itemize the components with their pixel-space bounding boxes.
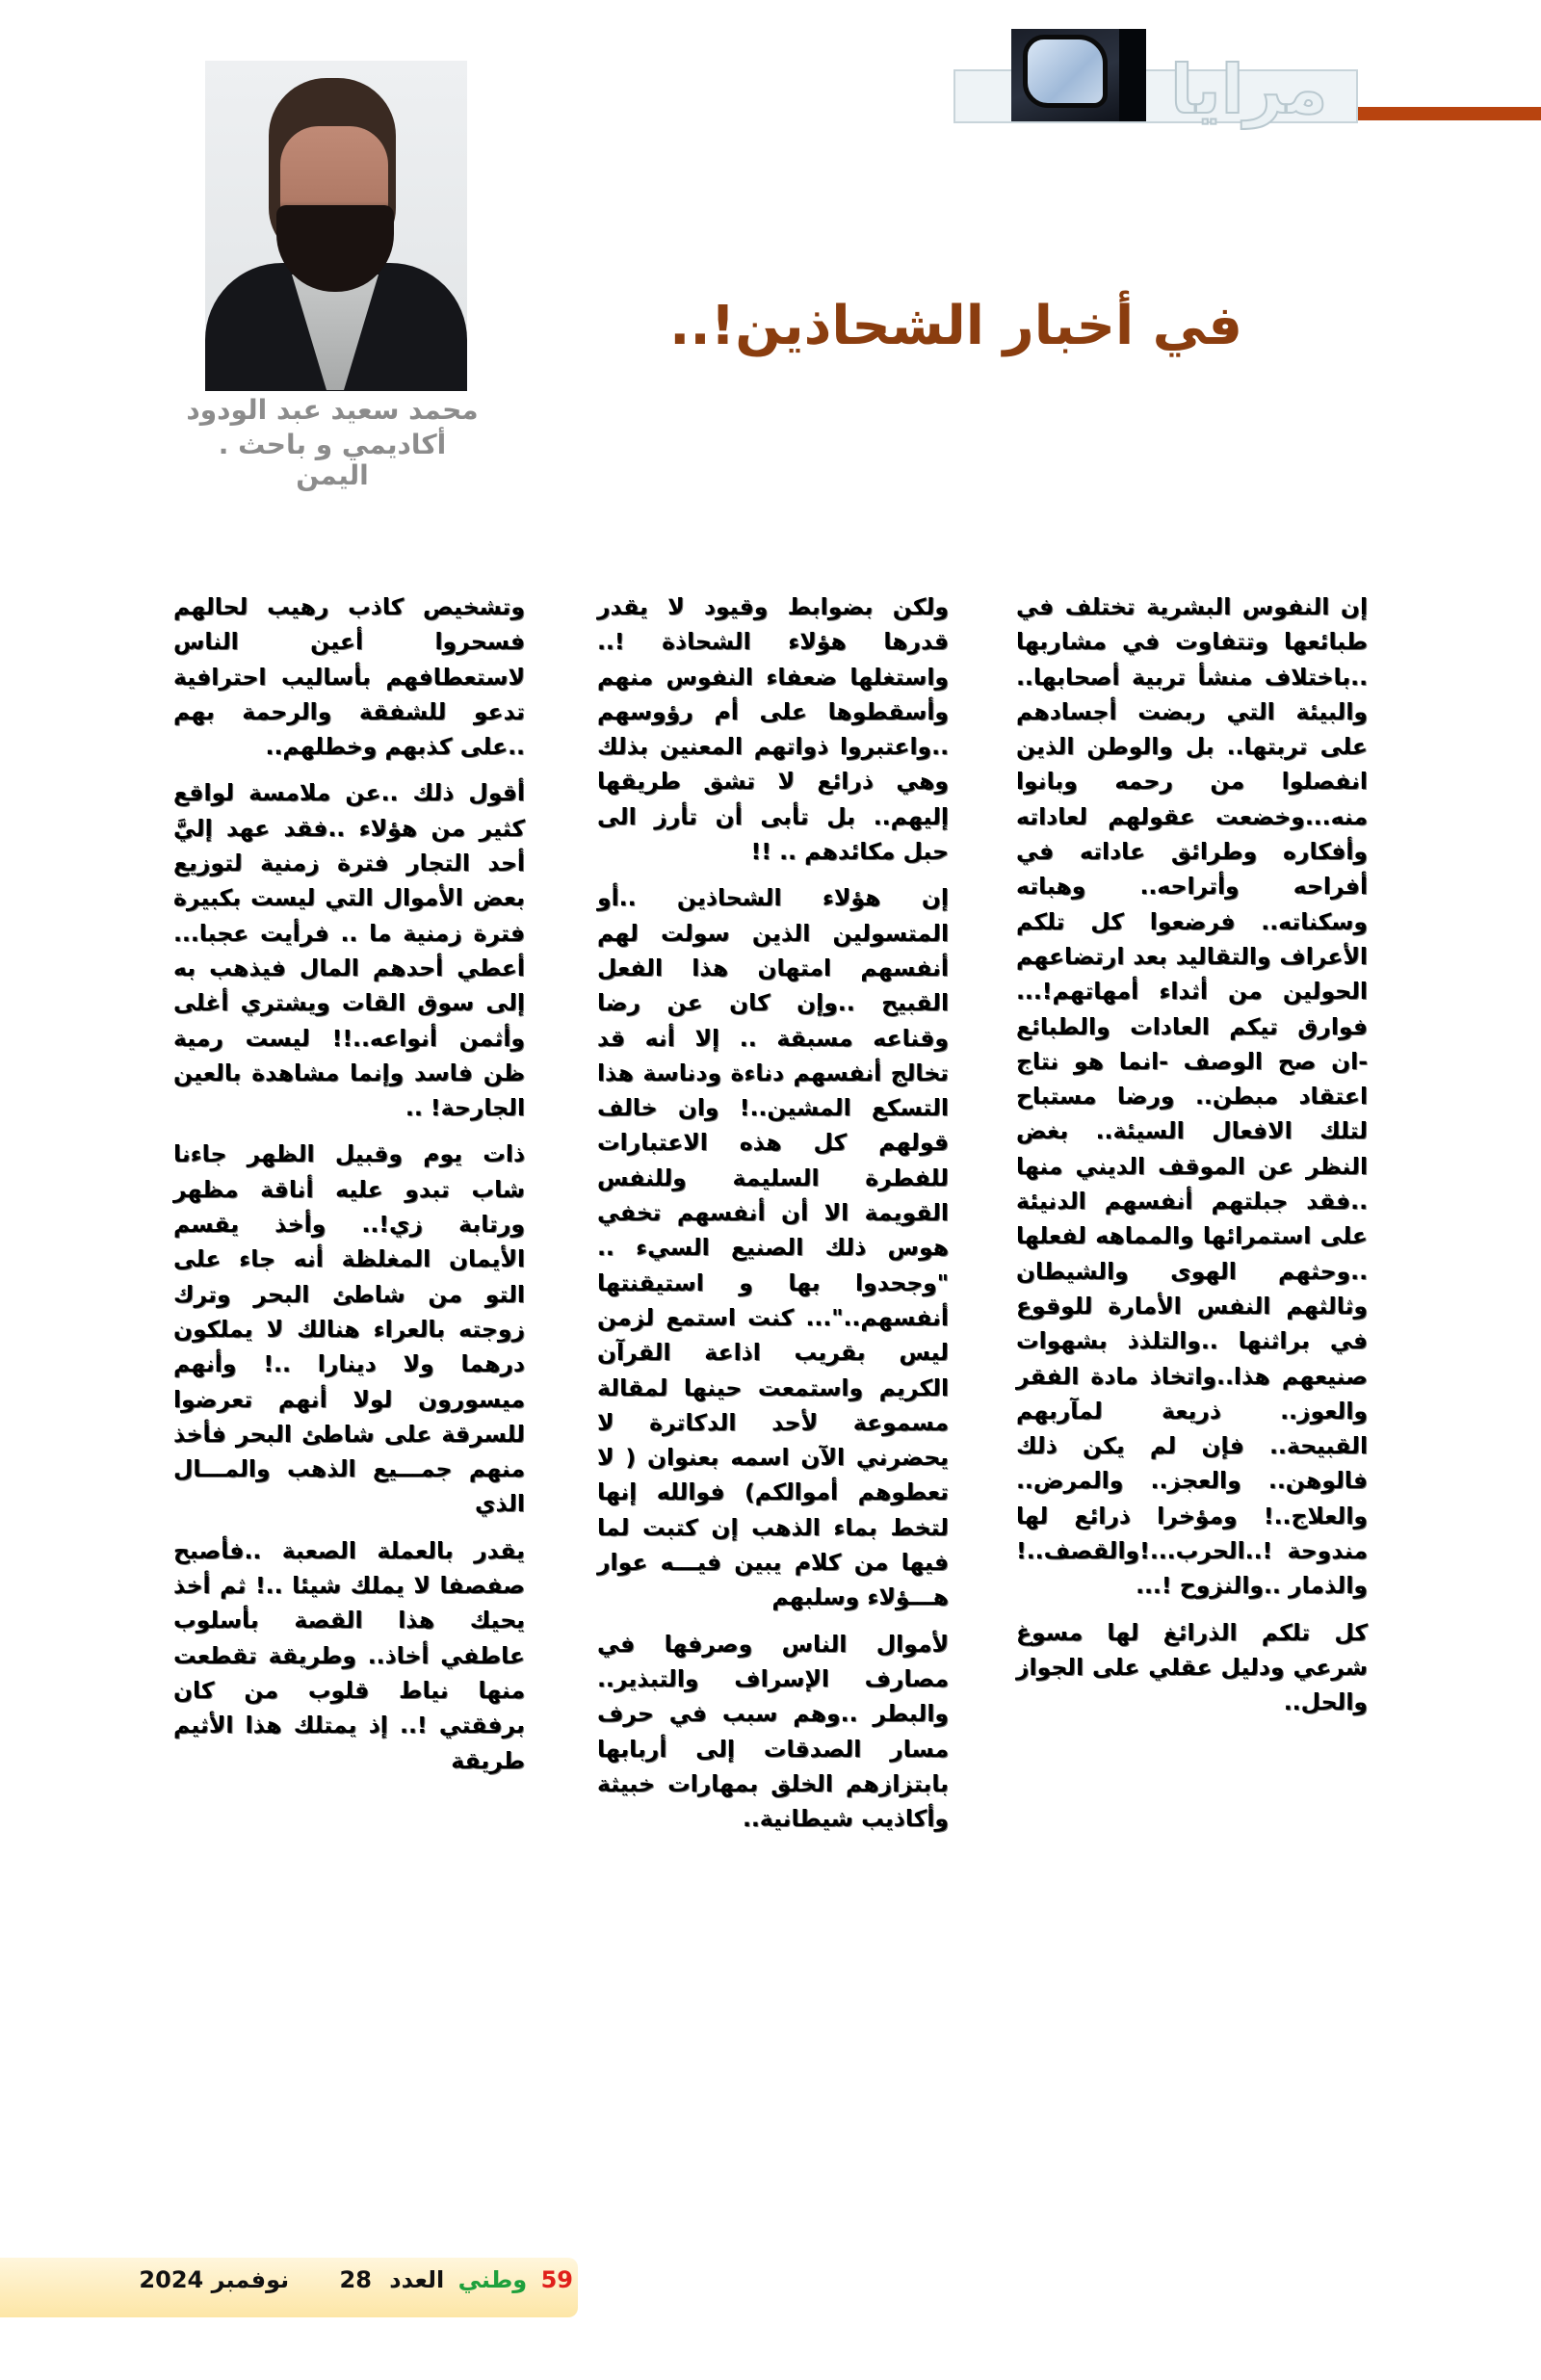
paragraph: إن النفوس البشرية تختلف في طبائعها وتتفاوت في مشاربها ..باختلاف منشأ تربية أصحابها.. والبيئة التي ربضت أجسادهم على تربتها.. بل والوطن الذين انفصلوا من رحمه وبانوا منه...وخضعت عقولهم لعاداته وأفكاره وطرائق عاداته في أفراحه وأتراحه.. وهباته وسكناته.. فرضعوا كل تلكم الأعراف والتقاليد بعد ارتضاعهم الحولين من أثداء أمهاتهم!... فوارق تيكم العادات والطبائع -ان صح الوصف -انما هو نتاج اعتقاد مبطن.. ورضا مستباح لتلك الافعال السيئة.. بغض النظر عن الموقف الديني منها ..فقد جبلتهم أنفسهم الدنيئة على استمرائها والمماهه لفعلها ..وحثهم الهوى والشيطان وثالثهم النفس الأمارة للوقوع في براثنها ..والتلذذ بشهوات صنيعهم هذا..واتخاذ مادة الفقر والعوز.. ذريعة لمآربهم القبيحة.. فإن لم يكن ذلك فالوهن.. والعجز.. والمرض.. والعلاج..! ومؤخرا ذرائع لها مندوحة !..الحرب...!والقصف..! والذمار ..والنزوح !... xyxy=(1016,593,1368,1600)
magazine-name: وطني xyxy=(457,2266,528,2293)
article-column-middle xyxy=(597,589,949,1847)
article-column-right xyxy=(1016,589,1368,1732)
section-accent-bar xyxy=(1353,107,1541,120)
car-mirror-image xyxy=(1011,29,1146,121)
page-footer xyxy=(139,2266,573,2293)
mirror-glass-icon xyxy=(1023,35,1108,108)
car-door-edge xyxy=(1119,29,1146,121)
section-logo xyxy=(953,29,1348,135)
paragraph: لأموال الناس وصرفها في مصارف الإسراف والتبذير.. والبطر ..وهم سبب في حرف مسار الصدقات إلى أربابها بابتزازهم الخلق بمهارات خبيثة وأكاذيب شيطانية.. xyxy=(597,1630,949,1833)
article-column-left xyxy=(173,589,525,1790)
paragraph: أقول ذلك ..عن ملامسة لواقع كثير من هؤلاء ..فقد عهد إليَّ أحد التجار فترة زمنية لتوزيع بعض الأموال التي ليست بكبيرة فترة زمنية ما .. فرأيت عجبا... أعطي أحدهم المال فيذهب به إلى سوق القات ويشتري أغلى وأثمن أنواعه..!! ليست رمية ظن فاسد وإنما مشاهدة بالعين الجارحة! .. xyxy=(173,779,525,1122)
page-number: 59 xyxy=(540,2266,573,2293)
author-name: محمد سعيد عبد الودود xyxy=(186,394,479,426)
issue-month: نوفمبر xyxy=(211,2266,290,2293)
section-logo-text: مرايا xyxy=(1170,50,1328,129)
paragraph: إن هؤلاء الشحاذين ..أو المتسولين الذين سولت لهم أنفسهم امتهان هذا الفعل القبيح ..وإن كان عن رضا وقناعه مسبقة .. إلا أنه قد تخالج أنفسهم دناءة ودناسة هذا التسكع المشين..! وان خالف قولهم كل هذه الاعتبارات للفطرة السليمة وللنفس القويمة الا أن أنفسهم تخفي هوس ذلك الصنيع السيء .. "وجحدوا بها و استيقنتها أنفسهم.."... كنت استمع لزمن ليس بقريب اذاعة القرآن الكريم واستمعت حينها لمقالة مسموعة لأحد الدكاترة لا يحضرني الآن اسمه بعنوان ( لا تعطوهم أموالكم) فوالله إنها لتخط بماء الذهب إن كتبت لما فيها من كلام يبين فيـــه عوار هـــؤلاء وسلبهم xyxy=(597,884,949,1611)
author-photo xyxy=(205,61,467,391)
paragraph: كل تلكم الذرائغ لها مسوغ شرعي ودليل عقلي على الجواز والحل.. xyxy=(1016,1618,1368,1716)
paragraph: ذات يوم وقبيل الظهر جاءنا شاب تبدو عليه أناقة مظهر ورتابة زي!.. وأخذ يقسم الأيمان المغلظة أنه جاء على التو من شاطئ البحر وترك زوجته بالعراء هنالك لا يملكون درهما ولا دينارا ..! وأنهم ميسورون لولا أنهم تعرضوا للسرقة على شاطئ البحر فأخذ منهم جمـــيع الذهب والمـــال الذي xyxy=(173,1140,525,1518)
issue-year: 2024 xyxy=(139,2266,204,2293)
paragraph: ولكن بضوابط وقيود لا يقدر قدرها هؤلاء الشحاذة !.. واستغلها ضعفاء النفوس منهم وأسقطوها على أم رؤوسهم ..واعتبروا ذواتهم المعنين بذلك وهي ذرائع لا تشق طريقها إليهم.. بل تأبى أن تأرز الى حبل مكائدهم .. !! xyxy=(597,593,949,866)
issue-number: 28 xyxy=(339,2266,372,2293)
paragraph: يقدر بالعملة الصعبة ..فأصبح صفصفا لا يملك شيئا ..! ثم أخذ يحيك هذا القصة بأسلوب عاطفي أخاذ.. وطريقة تقطعت منها نياط قلوب من كان برفقتي !.. إذ يمتلك هذا الأثيم طريقة xyxy=(173,1536,525,1774)
issue-label: العدد xyxy=(389,2266,445,2293)
author-role: أكاديمي و باحث . اليمن xyxy=(218,429,447,492)
paragraph: وتشخيص كاذب رهيب لحالهم فسحروا أعين الناس لاستعطافهم بأساليب احترافية تدعو للشفقة والرحمة بهم ..على كذبهم وخطلهم.. xyxy=(173,593,525,761)
article-title: في أخبار الشحاذين!.. xyxy=(669,294,1242,357)
